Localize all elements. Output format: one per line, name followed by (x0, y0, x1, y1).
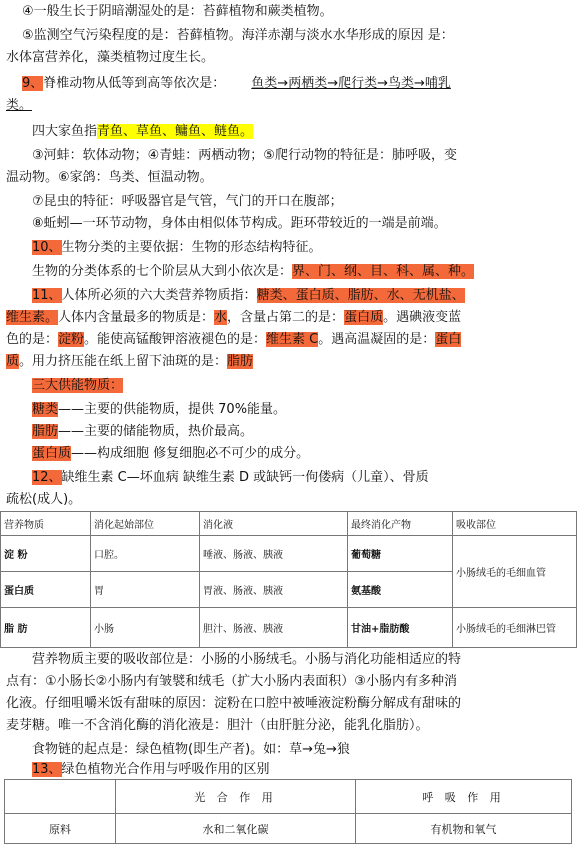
sugar-desc: ——主要的供能物质，提供 70%能量。 (58, 402, 287, 417)
text-line (32, 401, 577, 419)
text-line (6, 97, 572, 115)
absorption-text-3: 化液。仔细咀嚼米饭有甜味的原因：淀粉在口腔中被唾液淀粉酶分解成有甜味的 (6, 696, 462, 711)
text-line (32, 147, 577, 165)
protein-highlight: 蛋白质 (344, 310, 384, 325)
text-line (32, 193, 577, 211)
item-number-badge: 12、 (32, 470, 62, 485)
table-cell: 葡萄糖 (348, 536, 453, 572)
line-12-text: 缺维生素 C—坏血病 缺维生素 D 或缺钙一佝偻病（儿童）、骨质 (61, 470, 429, 485)
text-line (32, 651, 577, 669)
line-13-text: 绿色植物光合作用与呼吸作用的区别 (61, 762, 270, 777)
table-cell: 甘油+脂肪酸 (348, 608, 453, 648)
text-line (32, 761, 577, 779)
table-cell: 小肠绒毛的毛细淋巴管 (453, 608, 577, 648)
table-cell: 胃液、肠液、胰液 (200, 572, 348, 608)
text-span: 人体内含量最多的物质是： (58, 310, 215, 325)
line-5a: ⑤监测空气污染程度的是：苔藓植物。海洋赤潮与淡水水华形成的原因 是： (22, 28, 454, 43)
fat-desc: ——主要的储能物质，热价最高。 (58, 424, 254, 439)
text-line (22, 75, 577, 93)
text-line (6, 491, 572, 509)
text-span: 。用力挤压能在纸上留下油斑的是： (19, 354, 228, 369)
item-number-badge: 11、 (32, 288, 62, 303)
text-line (32, 469, 577, 487)
line-11-text: 人体所必须的六大类营养物质指： (61, 288, 257, 303)
table-cell: 水和二氧化碳 (116, 814, 356, 844)
rank-values: 界、门、纲、目、科、属、种。 (292, 264, 475, 279)
vitamins-highlight: 维生素。 (6, 310, 59, 325)
vertebrate-sequence: 鱼类→两栖类→爬行类→鸟类→哺乳 (251, 76, 451, 91)
four-fish-label: 四大家鱼指 (32, 124, 98, 139)
item-number-badge: 9、 (22, 76, 44, 91)
header-cell: 呼 吸 作 用 (356, 780, 572, 814)
header-cell: 吸收部位 (453, 512, 577, 536)
six-nutrients: 糖类、蛋白质、脂肪、水、无机盐、 (256, 288, 465, 303)
header-cell (5, 780, 116, 814)
table-cell: 小肠 (91, 608, 200, 648)
text-line (6, 695, 572, 713)
text-line (32, 445, 577, 463)
header-cell: 营养物质 (1, 512, 91, 536)
header-cell: 最终消化产物 (348, 512, 453, 536)
table-cell: 淀 粉 (1, 536, 91, 572)
text-span: 。能使高锰酸钾溶液褪色的是： (84, 332, 267, 347)
table-cell: 原料 (5, 814, 116, 844)
comparison-table (4, 779, 572, 844)
table-cell: 口腔。 (91, 536, 200, 572)
text-line (6, 353, 572, 371)
starch-highlight: 淀粉 (58, 332, 85, 347)
text-line (32, 215, 577, 233)
table-cell: 氨基酸 (348, 572, 453, 608)
text-span: ，含量占第二的是： (227, 310, 345, 325)
protein-label: 蛋白质 (32, 446, 72, 461)
text-line (32, 123, 577, 141)
food-chain-text: 食物链的起点是：绿色植物(即生产者)。如：草→兔→狼 (32, 742, 350, 757)
table-cell: 小肠绒毛的毛细血管 (453, 536, 577, 608)
vertebrate-sequence-cont: 类。 (6, 98, 33, 113)
line-9-text: 脊椎动物从低等到高等依次是： (43, 76, 226, 91)
line-5b: 水体富营养化，藻类植物过度生长。 (6, 50, 215, 65)
table-cell: 唾液、肠液、胰液 (200, 536, 348, 572)
line-3b: 温动物。⑥家鸽：鸟类、恒温动物。 (6, 170, 213, 185)
text-span: 。遇碘液变蓝 (383, 310, 462, 325)
line-3a: ③河蚌：软体动物；④青蛙：两栖动物；⑤爬行动物的特征是：肺呼吸，变 (32, 148, 457, 163)
text-line (6, 673, 572, 691)
table-header-row (1, 512, 577, 536)
table-cell: 脂 肪 (1, 608, 91, 648)
vitamin-c-highlight: 维生素 C (266, 332, 319, 347)
text-line (6, 49, 572, 67)
text-span: 色的是： (6, 332, 59, 347)
table-cell: 蛋白质 (1, 572, 91, 608)
text-line (6, 309, 572, 327)
table-row (1, 608, 577, 648)
text-line (32, 287, 577, 305)
four-fish-names: 青鱼、草鱼、鳙鱼、鲢鱼。 (97, 124, 254, 139)
text-line (32, 741, 577, 759)
water-highlight: 水 (214, 310, 228, 325)
absorption-text-4: 麦芽糖。唯一不含消化酶的消化液是：胆汁（由肝脏分泌，能乳化脂肪）。 (6, 718, 429, 733)
text-line (22, 27, 577, 45)
header-cell: 消化液 (200, 512, 348, 536)
line-8: ⑧蚯蚓—一环节动物，身体由相似体节构成。距环带较近的一端是前端。 (32, 216, 447, 231)
table-cell: 胃 (91, 572, 200, 608)
protein-highlight-2: 蛋白 (435, 332, 462, 347)
fat-highlight: 脂肪 (227, 354, 254, 369)
absorption-text-2: 点有：①小肠长②小肠内有皱襞和绒毛（扩大小肠内表面积）③小肠内有多种消 (6, 674, 457, 689)
header-cell: 消化起始部位 (91, 512, 200, 536)
rank-label: 生物的分类体系的七个阶层从大到小依次是： (32, 264, 293, 279)
line-12b: 疏松(成人)。 (6, 492, 82, 507)
item-number-badge: 10、 (32, 240, 62, 255)
table-cell: 有机物和氧气 (356, 814, 572, 844)
protein-desc: ——构成细胞 修复细胞必不可少的成分。 (71, 446, 310, 461)
text-line (32, 377, 577, 395)
sugar-label: 糖类 (32, 402, 59, 417)
digestion-table (0, 511, 577, 648)
header-cell: 光 合 作 用 (116, 780, 356, 814)
line-10-text: 生物分类的主要依据：生物的形态结构特征。 (61, 240, 322, 255)
text-line (32, 239, 577, 257)
text-span: 。遇高温凝固的是： (318, 332, 436, 347)
item-number-badge: 13、 (32, 762, 62, 777)
protein-highlight-3: 质 (6, 354, 20, 369)
text-line (32, 263, 577, 281)
three-energy-title: 三大供能物质： (32, 378, 124, 393)
fat-label: 脂肪 (32, 424, 59, 439)
text-line (32, 423, 577, 441)
absorption-text-1: 营养物质主要的吸收部位是：小肠的小肠绒毛。小肠与消化功能相适应的特 (32, 652, 462, 667)
text-line (22, 3, 577, 21)
text-line (6, 169, 572, 187)
text-line (6, 717, 572, 735)
table-header-row (5, 780, 572, 814)
table-cell: 胆汁、肠液、胰液 (200, 608, 348, 648)
table-row (1, 536, 577, 572)
line-4: ④一般生长于阴暗潮湿处的是：苔藓植物和蕨类植物。 (22, 4, 333, 19)
text-line (6, 331, 572, 349)
table-row (5, 814, 572, 844)
line-7: ⑦昆虫的特征：呼吸器官是气管，气门的开口在腹部； (32, 194, 343, 209)
